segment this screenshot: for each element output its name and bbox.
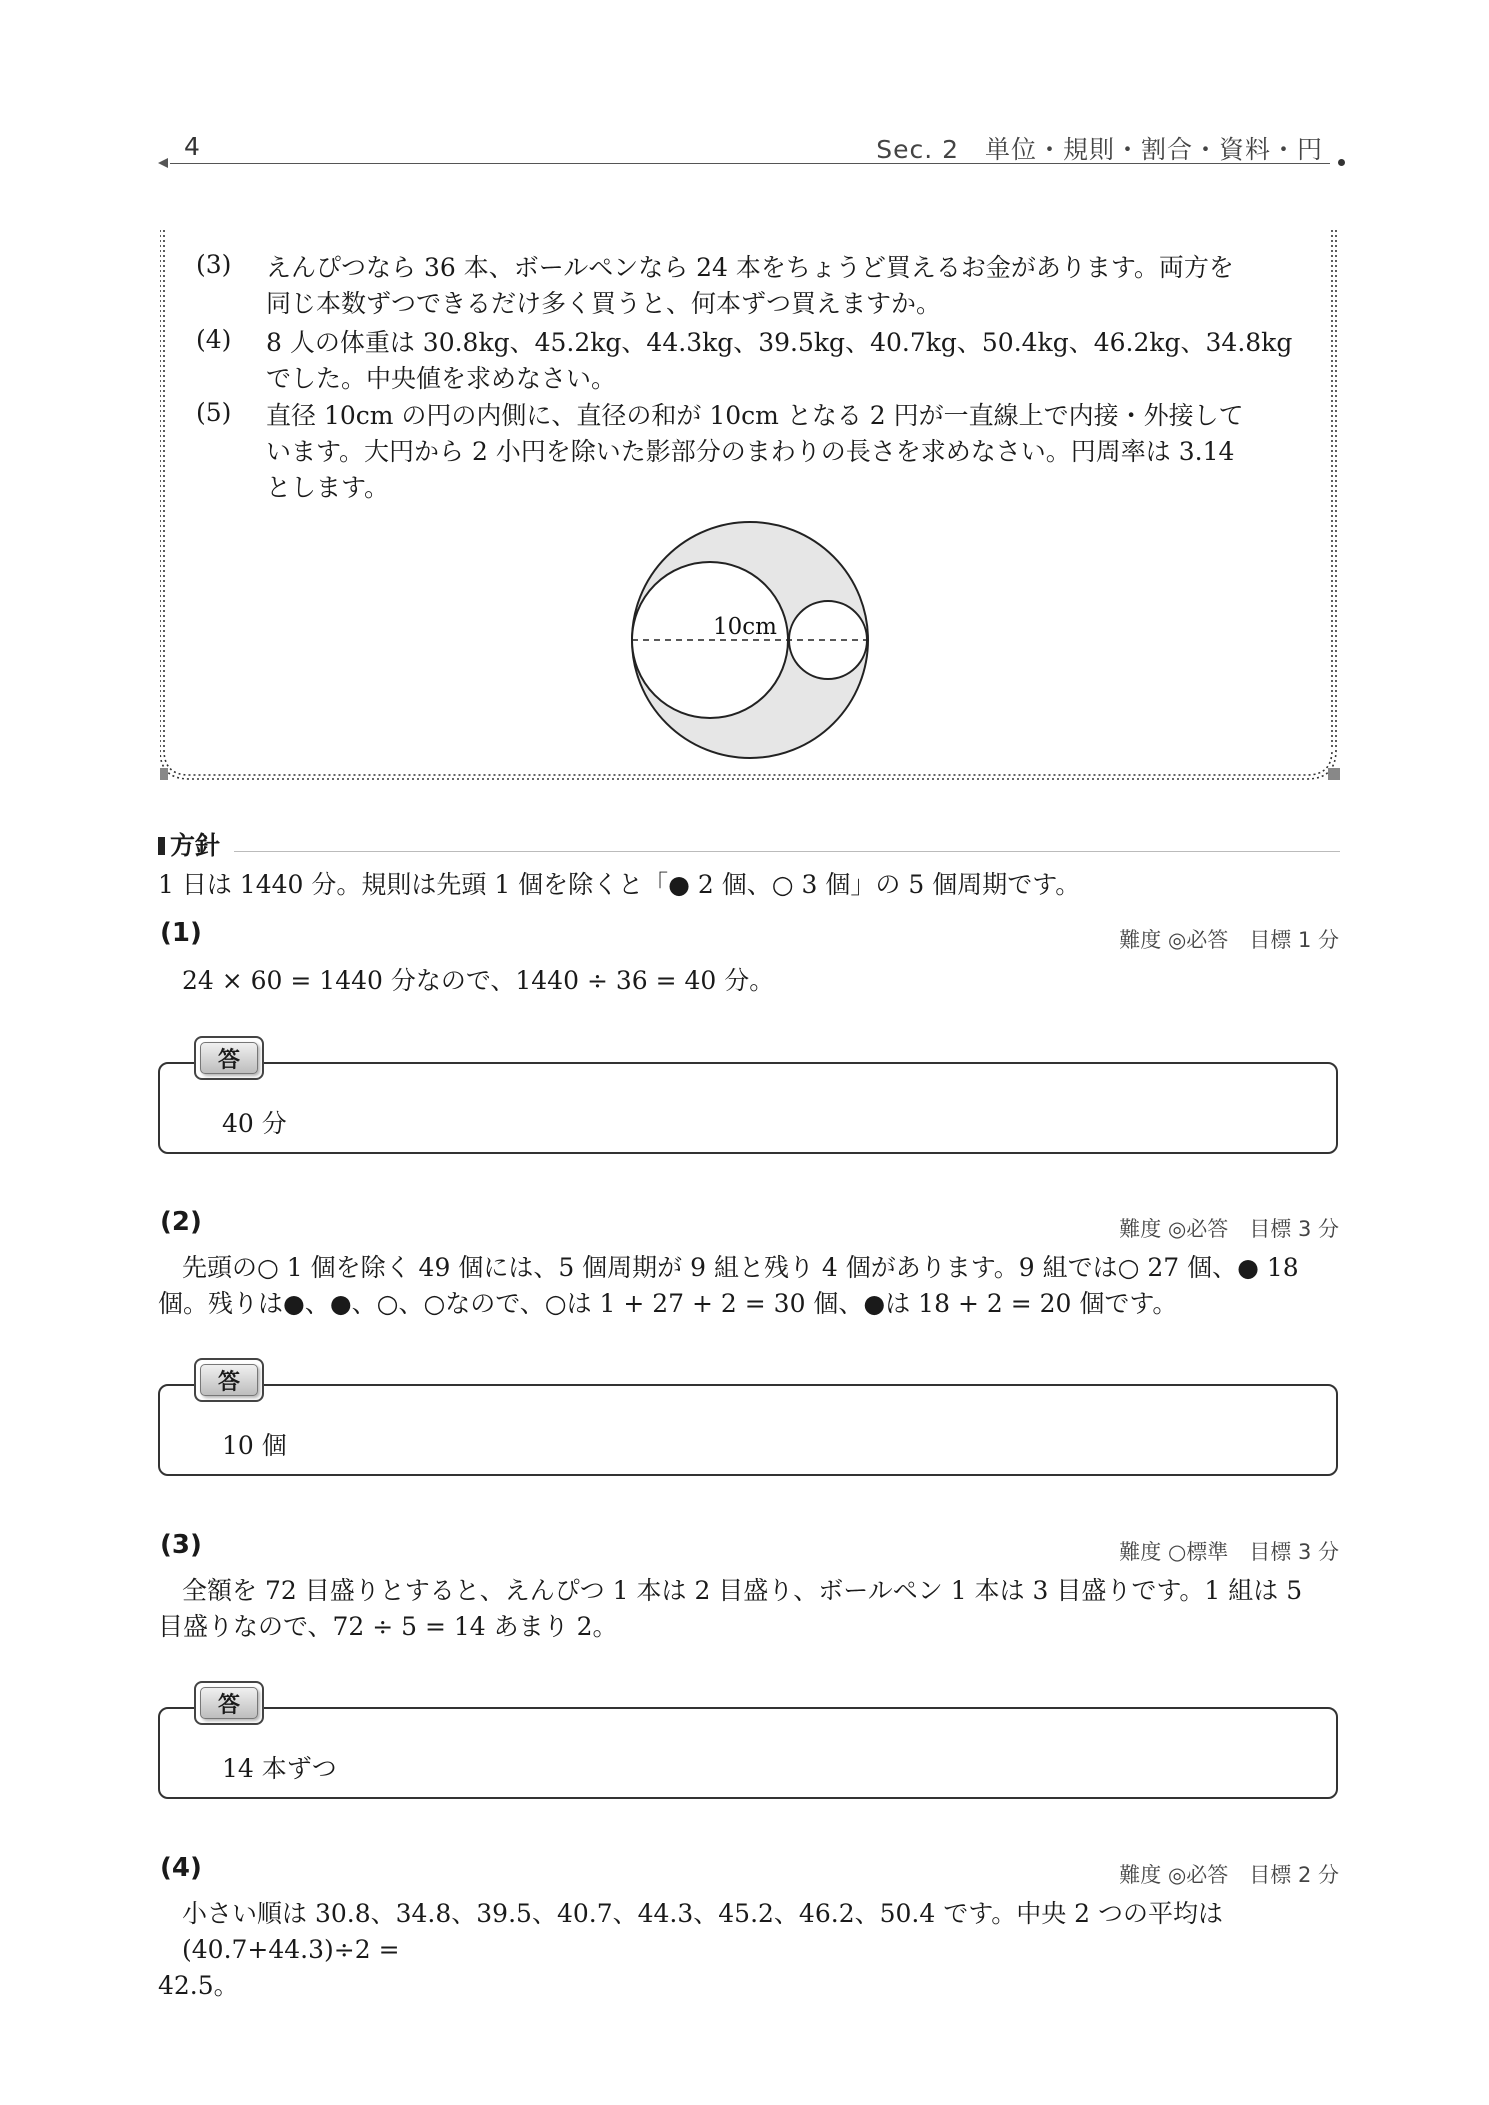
explanation bbox=[158, 1573, 1348, 1645]
problem-number: (3) bbox=[196, 250, 232, 279]
answer-tag bbox=[194, 1358, 264, 1402]
problem-line: 8 人の体重は 30.8kg、45.2kg、44.3kg、39.5kg、40.7kg、50.4kg、46.2kg、34.8kg bbox=[266, 328, 1293, 357]
answer-box bbox=[158, 1062, 1338, 1154]
frame-corner-right-icon bbox=[1328, 768, 1340, 780]
answer-tag-label: 答 bbox=[200, 1687, 258, 1719]
explanation bbox=[158, 1250, 1348, 1322]
difficulty-meta: 難度 ◎必答 目標 1 分 bbox=[1119, 928, 1339, 952]
circle-figure bbox=[620, 518, 880, 768]
answer-tag-label: 答 bbox=[200, 1364, 258, 1396]
diameter-label: 10cm bbox=[713, 614, 777, 640]
section-title: Sec. 2 単位・規則・割合・資料・円 bbox=[876, 135, 1323, 164]
problem-number: (5) bbox=[196, 398, 232, 427]
answer-text: 10 個 bbox=[222, 1431, 287, 1460]
problem-text bbox=[266, 398, 1306, 506]
answer-number: (1) bbox=[160, 918, 202, 948]
policy-bar-icon bbox=[158, 837, 165, 855]
difficulty-meta: 難度 ◎必答 目標 2 分 bbox=[1119, 1863, 1339, 1887]
policy-title: 方針 bbox=[170, 831, 221, 860]
page-number: 4 bbox=[184, 132, 200, 161]
frame-corner-left-icon bbox=[160, 768, 168, 780]
problem-line: えんぴつなら 36 本、ボールペンなら 24 本をちょうど買えるお金があります。両方を bbox=[266, 253, 1234, 282]
answer-text: 14 本ずつ bbox=[222, 1754, 337, 1783]
answer-number: (2) bbox=[160, 1207, 202, 1237]
problem-text bbox=[266, 325, 1306, 397]
header-arrow-icon bbox=[158, 158, 168, 168]
difficulty-meta: 難度 ◎必答 目標 3 分 bbox=[1119, 1217, 1339, 1241]
problem-line: 同じ本数ずつできるだけ多く買うと、何本ずつ買えますか。 bbox=[266, 289, 942, 318]
header-rule bbox=[170, 163, 1330, 164]
answer-box bbox=[158, 1384, 1338, 1476]
problem-number: (4) bbox=[196, 325, 232, 354]
policy-text: 1 日は 1440 分。規則は先頭 1 個を除くと「● 2 個、○ 3 個」の 5 個周期です。 bbox=[158, 870, 1081, 899]
answer-tag-label: 答 bbox=[200, 1042, 258, 1074]
difficulty-meta: 難度 ○標準 目標 3 分 bbox=[1119, 1540, 1339, 1564]
explanation bbox=[158, 1896, 1348, 2004]
explanation-line: 42.5。 bbox=[158, 1971, 239, 2000]
problem-line: 直径 10cm の円の内側に、直径の和が 10cm となる 2 円が一直線上で内接・外接して bbox=[266, 401, 1244, 430]
explanation-line: 小さい順は 30.8、34.8、39.5、40.7、44.3、45.2、46.2、50.4 です。中央 2 つの平均は (40.7+44.3)÷2 = bbox=[182, 1899, 1224, 1964]
policy-rule bbox=[234, 851, 1340, 852]
problem-text bbox=[266, 250, 1306, 322]
problem-line: でした。中央値を求めなさい。 bbox=[266, 364, 617, 393]
header-dot-icon bbox=[1338, 159, 1345, 166]
explanation-line: 全額を 72 目盛りとすると、えんぴつ 1 本は 2 目盛り、ボールペン 1 本は 3 目盛りです。1 組は 5 bbox=[182, 1576, 1303, 1605]
answer-number: (4) bbox=[160, 1853, 202, 1883]
answer-text: 40 分 bbox=[222, 1109, 287, 1138]
explanation-line: 24 × 60 = 1440 分なので、1440 ÷ 36 = 40 分。 bbox=[182, 966, 775, 995]
explanation-line: 個。残りは●、●、○、○なので、○は 1 + 27 + 2 = 30 個、●は 18 + 2 = 20 個です。 bbox=[158, 1289, 1178, 1318]
problem-line: とします。 bbox=[266, 473, 390, 502]
answer-tag bbox=[194, 1681, 264, 1725]
explanation-line: 目盛りなので、72 ÷ 5 = 14 あまり 2。 bbox=[158, 1612, 618, 1641]
answer-tag bbox=[194, 1036, 264, 1080]
answer-number: (3) bbox=[160, 1530, 202, 1560]
problem-line: います。大円から 2 小円を除いた影部分のまわりの長さを求めなさい。円周率は 3.14 bbox=[266, 437, 1235, 466]
explanation-line: 先頭の○ 1 個を除く 49 個には、5 個周期が 9 組と残り 4 個があります。9 組では○ 27 個、● 18 bbox=[182, 1253, 1299, 1282]
